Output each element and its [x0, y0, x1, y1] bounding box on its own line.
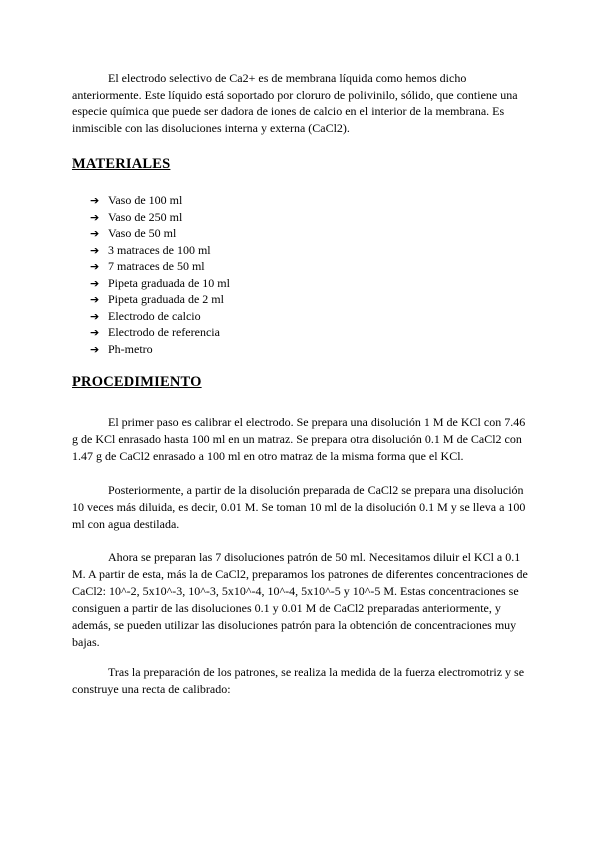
list-item [90, 258, 230, 275]
right-arrow-icon: ➔ [90, 227, 100, 240]
list-item-label: Electrodo de calcio [108, 308, 201, 323]
list-item-label: Vaso de 250 ml [108, 209, 183, 224]
right-arrow-icon: ➔ [90, 293, 100, 306]
materiales-heading: MATERIALES [72, 156, 171, 172]
list-item [90, 341, 230, 358]
list-item-label: 7 matraces de 50 ml [108, 259, 205, 273]
intro-section [72, 70, 528, 136]
list-item [90, 291, 230, 308]
list-item [90, 275, 230, 292]
list-item [90, 308, 230, 325]
procedimiento-heading: PROCEDIMIENTO [72, 374, 202, 390]
list-item-label: Electrodo de referencia [108, 325, 220, 339]
list-item [90, 225, 230, 242]
procedure-paragraph-2: Posteriormente, a partir de la disolución preparada de CaCl2 se prepara una disolución 10 veces más diluida, es decir, 0.01 M. Se toman 10 ml de la disolución 0.1 M y se lleva a 100 ml con agua destilada. [72, 483, 526, 531]
right-arrow-icon: ➔ [90, 210, 100, 224]
right-arrow-icon: ➔ [90, 342, 100, 356]
right-arrow-icon: ➔ [90, 309, 100, 323]
right-arrow-icon: ➔ [90, 243, 100, 257]
list-item [90, 242, 230, 259]
list-item-label: Pipeta graduada de 10 ml [108, 275, 230, 290]
right-arrow-icon: ➔ [90, 276, 100, 290]
list-item [90, 209, 230, 226]
list-item-label: Vaso de 50 ml [108, 226, 177, 240]
list-item [90, 192, 230, 209]
list-item-label: 3 matraces de 100 ml [108, 242, 211, 257]
procedure-paragraph-1: El primer paso es calibrar el electrodo. Se prepara una disolución 1 M de KCl con 7.46 g de KCl enrasado hasta 100 ml en un matraz. Se prepara otra disolución 0.1 M de CaCl2 con 1.47 g de CaCl2 enrasado a 100 ml en otro matraz de la misma forma que el KCl. [72, 415, 526, 463]
intro-paragraph: El electrodo selectivo de Ca2+ es de membrana líquida como hemos dicho anteriormente. Este líquido está soportado por cloruro de polivinilo, sólido, que contiene una especie química que puede ser dadora de iones de calcio en el interior de la membrana. Es inmiscible con las disoluciones interna y externa (CaCl2). [72, 71, 518, 135]
right-arrow-icon: ➔ [90, 326, 100, 339]
list-item-label: Ph-metro [108, 341, 153, 356]
procedure-paragraph-3: Ahora se preparan las 7 disoluciones patrón de 50 ml. Necesitamos diluir el KCl a 0.1 M. A partir de esta, más la de CaCl2, preparamos los patrones de diferentes concentraciones de CaCl2: 10^-2, 5x10^-3, 10^-3, 5x10^-4, 10^-4, 5x10^-5 y 10^-5 M. Estas concentraciones se consiguen a partir de las disoluciones 0.1 y 0.01 M de CaCl2 preparadas anteriormente, y además, se pueden utilizar las disoluciones patrón para la obtención de concentraciones muy bajas. [72, 550, 528, 649]
list-item-label: Pipeta graduada de 2 ml [108, 292, 224, 306]
list-item-label: Vaso de 100 ml [108, 193, 183, 207]
list-item [90, 324, 230, 341]
right-arrow-icon: ➔ [90, 260, 100, 273]
procedure-paragraph-4: Tras la preparación de los patrones, se realiza la medida de la fuerza electromotriz y se construye una recta de calibrado: [72, 665, 525, 696]
materiales-list [90, 192, 230, 357]
right-arrow-icon: ➔ [90, 194, 100, 207]
